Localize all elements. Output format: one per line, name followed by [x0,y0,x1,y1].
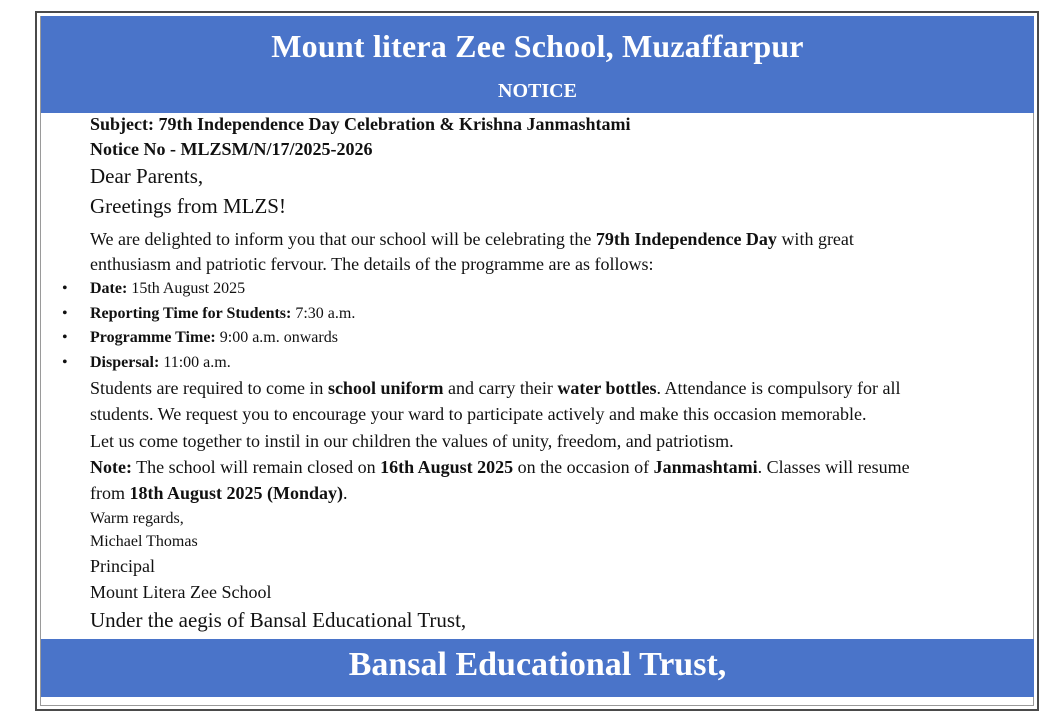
detail-dispersal [90,354,231,372]
uniform-paragraph-line-1 [90,378,901,399]
detail-reporting-time [90,305,355,323]
footer-banner [41,639,1034,697]
note-text: from [90,483,130,503]
note-line-1 [90,457,910,478]
detail-label: Date: [90,280,128,297]
note-text: . Classes will resume [757,457,910,477]
para-highlight: school uniform [327,378,444,398]
signatory-title: Principal [90,556,155,576]
note-line-2 [90,483,348,504]
signatory-school: Mount Litera Zee School [90,582,272,602]
intro-text-end: with great [776,229,854,249]
notice-label: NOTICE [498,80,577,102]
detail-value: 9:00 a.m. onwards [215,329,338,346]
bullet-dot: • [62,305,68,322]
note-text: on the occasion of [513,457,654,477]
para-text: . Attendance is compulsory for all [656,378,901,398]
note-highlight: Janmashtami [653,457,758,477]
para-highlight: water bottles [557,378,657,398]
bullet-dot: • [62,329,68,346]
intro-line-2: enthusiasm and patriotic fervour. The details of the programme are as follows: [90,254,654,274]
note-label: Note: [90,457,132,477]
detail-label: Programme Time: [90,329,216,346]
school-name: Mount litera Zee School, Muzaffarpur [271,28,804,64]
uniform-paragraph-line-2: students. We request you to encourage your ward to participate actively and make this occasion memorable. [90,404,867,424]
closing: Warm regards, [90,510,184,527]
aegis-line: Under the aegis of Bansal Educational Trust, [90,608,467,632]
detail-label: Dispersal: [90,354,160,371]
notice-number: Notice No - MLZSM/N/17/2025-2026 [90,139,373,159]
detail-value: 15th August 2025 [127,280,246,297]
trust-name: Bansal Educational Trust, [348,646,727,683]
para-text: and carry their [443,378,558,398]
note-text: . [343,483,348,503]
intro-line-1 [90,229,854,250]
bullet-dot: • [62,280,68,297]
intro-highlight: 79th Independence Day [595,229,777,249]
values-paragraph: Let us come together to instil in our children the values of unity, freedom, and patriotism. [90,431,734,451]
intro-text: We are delighted to inform you that our school will be celebrating the [90,229,596,249]
para-text: Students are required to come in [90,378,328,398]
detail-label: Reporting Time for Students: [90,305,292,322]
note-highlight: 18th August 2025 (Monday) [129,483,344,503]
detail-date [90,280,245,298]
note-text: The school will remain closed on [131,457,381,477]
subject-line: Subject: 79th Independence Day Celebration & Krishna Janmashtami [90,114,631,134]
signatory-name: Michael Thomas [90,533,198,550]
detail-value: 11:00 a.m. [159,354,231,371]
detail-value: 7:30 a.m. [291,305,356,322]
detail-programme-time [90,329,338,347]
salutation: Dear Parents, [90,164,204,188]
note-highlight: 16th August 2025 [380,457,514,477]
bullet-dot: • [62,354,68,371]
greeting: Greetings from MLZS! [90,194,286,218]
notice-header-banner [41,16,1034,113]
